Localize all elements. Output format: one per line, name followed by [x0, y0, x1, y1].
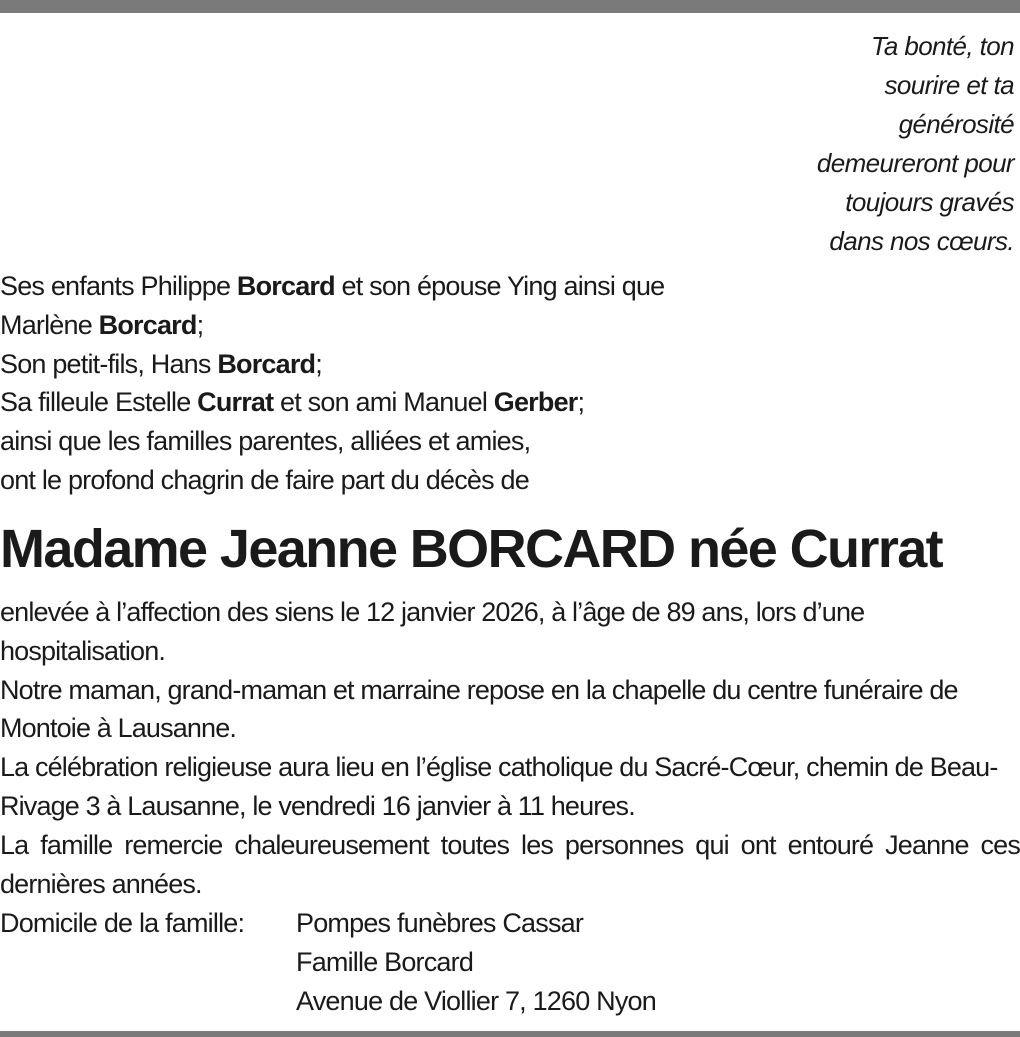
family-text: ;: [577, 387, 585, 418]
family-surname: Borcard: [217, 348, 316, 379]
family-text: Ses enfants Philippe: [0, 271, 237, 301]
ceremony-details: La célébration religieuse aura lieu en l’église catholique du Sacré-Cœur, chemin de Beau-Rivage 3 à Lausanne, le vendredi 16 janvier à 11 heures.: [0, 752, 998, 821]
family-text: et son ami Manuel: [273, 387, 494, 418]
family-surname: Borcard: [98, 309, 197, 340]
family-text: Son petit-fils, Hans: [0, 348, 218, 379]
family-line-daughter: [0, 306, 1020, 345]
family-line-relatives: ainsi que les familles parentes, alliées et amies,: [0, 426, 531, 457]
thanks-message: La famille remercie chaleureusement toutes les personnes qui ont entouré Jeanne ces dernières années.: [0, 829, 1020, 899]
domicile-label: Domicile de la famille:: [0, 908, 245, 938]
family-line-children: [0, 267, 1020, 306]
family-text: Sa filleule Estelle: [0, 387, 198, 418]
bottom-rule: [0, 1031, 1020, 1037]
quote-line: générosité: [898, 109, 1014, 139]
family-surname: Currat: [197, 387, 274, 418]
deceased-name: Madame Jeanne BORCARD née Currat: [0, 519, 943, 579]
family-text: et son épouse Ying ainsi que: [334, 271, 665, 301]
top-rule: [0, 0, 1020, 13]
family-line-announcement: ont le profond chagrin de faire part du décès de: [0, 464, 529, 495]
quote-line: toujours gravés: [845, 187, 1014, 217]
address-line: Avenue de Viollier 7, 1260 Nyon: [296, 985, 656, 1016]
family-surname: Gerber: [493, 387, 578, 418]
family-line-goddaughter: [0, 383, 1020, 422]
quote-line: dans nos cœurs.: [829, 226, 1014, 256]
family-announcement: [0, 267, 1020, 500]
address-line: Pompes funèbres Cassar: [296, 908, 584, 938]
quote-line: sourire et ta: [884, 70, 1014, 100]
quote-line: demeureront pour: [816, 148, 1014, 178]
family-text: ;: [315, 348, 322, 379]
family-text: ;: [196, 309, 204, 340]
domicile-address: [296, 904, 656, 1020]
obituary-body: [0, 593, 1020, 903]
epitaph-quote: [714, 27, 1014, 261]
death-details: enlevée à l’affection des siens le 12 janvier 2026, à l’âge de 89 ans, lors d’une hospitalisation.: [0, 597, 865, 666]
family-text: Marlène: [0, 309, 99, 340]
family-line-grandson: [0, 345, 1020, 384]
family-surname: Borcard: [236, 271, 335, 301]
quote-line: Ta bonté, ton: [870, 31, 1014, 61]
address-line: Famille Borcard: [296, 946, 474, 977]
resting-place: Notre maman, grand-maman et marraine repose en la chapelle du centre funéraire de Montoie à Lausanne.: [0, 674, 958, 744]
